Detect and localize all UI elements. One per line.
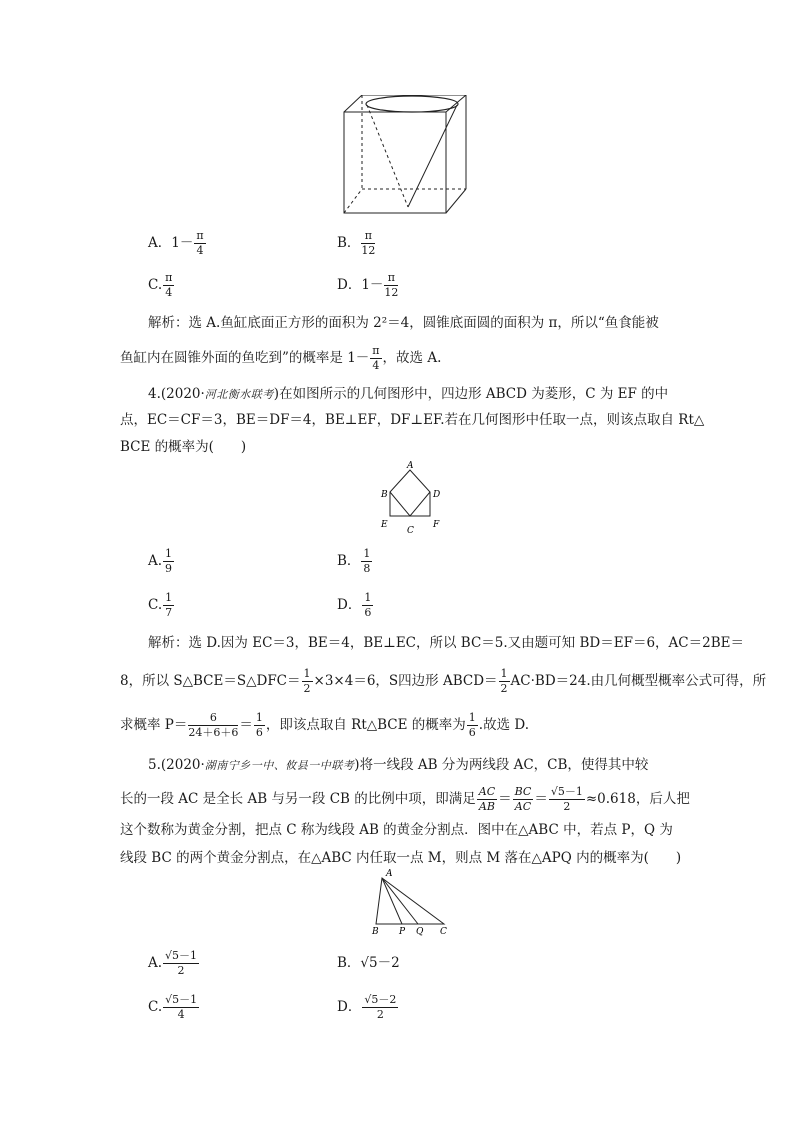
label-c: C xyxy=(407,526,414,536)
q5-option-a: A. $\frac{√5-1}{2}$ xyxy=(148,949,198,978)
triangle-apq-figure xyxy=(368,868,452,936)
q4-solution-line-2: 8，所以 S△BCE＝S△DFC＝ $\frac{1}{2}$ ×3×4＝6，S四边形 ABCD＝ $\frac{1}{2}$ AC·BD＝24.由几何概型概率公式可得，所 xyxy=(120,667,767,696)
q4-line-2: 点，EC＝CF＝3，BE＝DF＝4，BE⊥EF，DF⊥EF.若在几何图形中任取一点，则该点取自 Rt△ xyxy=(120,412,705,428)
cube-cone-figure xyxy=(340,95,480,220)
q4-solution-line-1: 解析：选 D.因为 EC＝3，BE＝4，BE⊥EC，所以 BC＝5.又由题可知 BD＝EF＝6，AC＝2BE＝ xyxy=(148,635,744,651)
rhombus-figure xyxy=(376,460,446,540)
option-prefix: A．1－ xyxy=(148,235,194,252)
option-prefix: C. xyxy=(148,277,163,294)
source-tag: 河北衡水联考 xyxy=(204,388,274,401)
q4-solution-line-3: 求概率 P＝ $\frac{6}{24+6+6}$ ＝ $\frac{1}{6}$ ，即该点取自 Rt△BCE 的概率为 $\frac{1}{6}$ .故选 D. xyxy=(120,711,530,740)
label-c: C xyxy=(440,927,447,936)
q3-solution-line-2: 鱼缸内在圆锥外面的鱼吃到”的概率是 1－ $\frac{\pi}{4}$ ，故选 A. xyxy=(120,344,442,373)
label-a: A xyxy=(386,869,393,879)
q5-line-3: 这个数称为黄金分割，把点 C 称为线段 AB 的黄金分割点．图中在△ABC 中，若点 P，Q 为 xyxy=(120,822,673,838)
q3-solution-line-1: 解析：选 A.鱼缸底面正方形的面积为 2²＝4，圆锥底面圆的面积为 π，所以“鱼食能被 xyxy=(148,315,659,331)
q5-option-d: D． $\frac{√5-2}{2}$ xyxy=(337,993,397,1022)
label-d: D xyxy=(433,490,441,500)
fraction: $\frac{\pi}{12}$ xyxy=(361,229,376,258)
fraction: $\frac{\pi}{12}$ xyxy=(384,271,399,300)
option-prefix: D．1－ xyxy=(337,277,384,294)
label-b: B xyxy=(381,490,388,500)
q4-option-a: A. $\frac{1}{9}$ xyxy=(148,547,173,576)
q3-option-c xyxy=(148,272,175,299)
label-f: F xyxy=(433,520,440,530)
q5-line-1: 5.(2020·湖南宁乡一中、攸县一中联考)将一线段 AB 分为两线段 AC，CB，使得其中较 xyxy=(148,757,649,773)
label-e: E xyxy=(381,520,388,530)
source-tag: 湖南宁乡一中、攸县一中联考 xyxy=(204,759,355,772)
q5-line-2: 长的一段 AC 是全长 AB 与另一段 CB 的比例中项，即满足 $\frac{AC}{AB}$ ＝ $\frac{BC}{AC}$ ＝ $\frac{√5-1}{2}$ ≈0.618，后人把 xyxy=(120,785,690,814)
label-b: B xyxy=(372,927,379,936)
option-prefix: B． xyxy=(337,235,361,252)
q3-option-a xyxy=(148,230,207,257)
label-q: Q xyxy=(416,927,424,936)
fraction: $\frac{\pi}{4}$ xyxy=(196,229,204,258)
q4-option-d: D． $\frac{1}{6}$ xyxy=(337,591,372,620)
q4-line-3: BCE 的概率为( ) xyxy=(120,439,247,455)
q3-option-b xyxy=(337,230,376,257)
q4-option-c: C. $\frac{1}{7}$ xyxy=(148,591,173,620)
q5-option-b: B．√5－2 xyxy=(337,955,400,971)
q5-option-c: C. $\frac{√5-1}{4}$ xyxy=(148,993,198,1022)
q3-option-d xyxy=(337,272,399,299)
label-p: P xyxy=(399,927,406,936)
label-a: A xyxy=(407,461,414,471)
q5-line-4: 线段 BC 的两个黄金分割点，在△ABC 内任取一点 M，则点 M 落在△APQ 内的概率为( ) xyxy=(120,850,682,866)
fraction: $\frac{\pi}{4}$ xyxy=(165,271,173,300)
q4-option-b: B． $\frac{1}{8}$ xyxy=(337,547,371,576)
q4-line-1: 4.(2020·河北衡水联考)在如图所示的几何图形中，四边形 ABCD 为菱形，C 为 EF 的中 xyxy=(148,386,669,402)
